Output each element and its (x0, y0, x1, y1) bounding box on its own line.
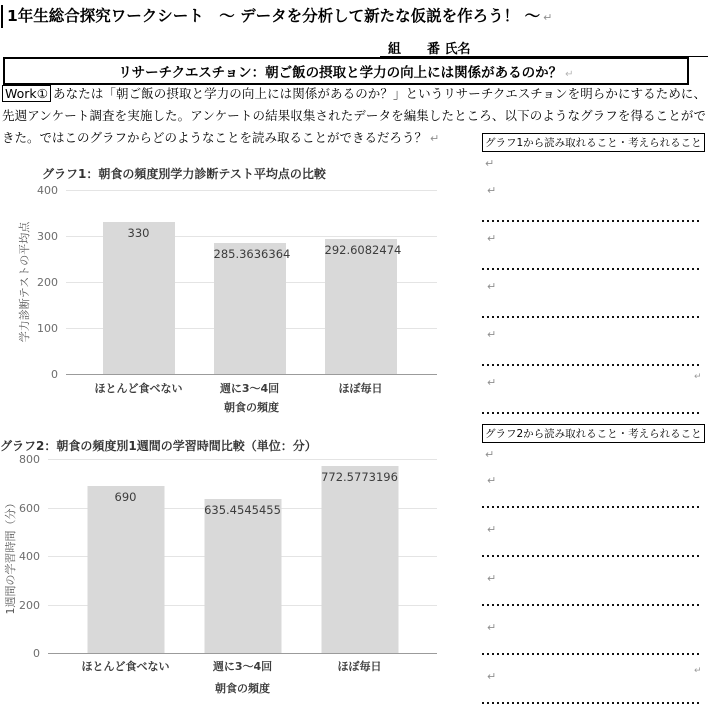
return-mark: ↵ (430, 132, 440, 145)
y-tick-label: 0 (33, 647, 40, 660)
dotted-writing-line (482, 316, 700, 318)
bar-slot (83, 190, 194, 374)
return-mark: ↵ (487, 572, 497, 585)
x-category-label: ほぼ毎日 (337, 660, 382, 673)
research-question-text: リサーチクエスチョン：朝ご飯の摂取と学力の向上には関係があるのか？ (118, 65, 563, 81)
name-entry-line[interactable] (380, 38, 708, 57)
page-title (7, 4, 552, 26)
graph2-y-axis-label: 1週間の学習時間（分） (4, 497, 17, 615)
research-question-box (3, 57, 689, 85)
answer-line[interactable] (482, 274, 702, 322)
y-tick-label: 400 (19, 550, 40, 563)
return-mark: ↵ (485, 157, 495, 170)
bar-slot (305, 190, 416, 374)
bar-slot (67, 459, 184, 653)
answer-line[interactable] (482, 615, 702, 664)
answer-line[interactable] (482, 566, 702, 615)
bar-slot (301, 459, 418, 653)
graph2-chart (0, 437, 480, 697)
answer-line[interactable] (482, 370, 702, 418)
bar-value-label: 635.4545455 (204, 502, 281, 517)
x-category-label: ほぼ毎日 (338, 382, 383, 395)
graph2-title: グラフ2：朝食の頻度別1週間の学習時間比較（単位：分） (0, 439, 317, 453)
return-mark: ↵ (485, 448, 495, 461)
graph1-notes-section (482, 131, 702, 418)
return-mark: ↵ (487, 232, 497, 245)
return-mark: ↵ (694, 372, 702, 382)
bar-value-label: 292.6082474 (324, 243, 402, 258)
y-tick-label: 300 (37, 230, 58, 243)
bar-週に3～4回 (213, 243, 291, 374)
y-tick-label: 800 (19, 453, 40, 466)
bar-週に3～4回 (204, 499, 281, 653)
dotted-writing-line (482, 555, 700, 557)
return-mark: ↵ (487, 621, 497, 634)
dotted-writing-line (482, 364, 700, 366)
graph2-category-labels (67, 658, 418, 674)
y-tick-label: 200 (37, 276, 58, 289)
graph2-notes-header: グラフ2から読み取れること・考えられること (482, 424, 705, 443)
return-mark: ↵ (694, 666, 702, 676)
bar-ほぼ毎日 (321, 466, 398, 653)
return-mark: ↵ (543, 11, 553, 24)
graph1-title: グラフ1：朝食の頻度別学力診断テスト平均点の比較 (42, 167, 326, 181)
bars-layer (83, 190, 416, 374)
graph1-notes-header: グラフ1から読み取れること・考えられること (482, 133, 705, 152)
work-text: あなたは「朝ご飯の摂取と学力の向上には関係があるのか？」というリサーチクエスチョンを明らかにするために、先週アンケート調査を実施した。アンケートの結果収集されたデータを編集したところ、以下のようなグラフを得ることができた。ではこのグラフからどのようなことを読み取ることができるだろう？ (2, 86, 706, 145)
bar-value-label: 330 (127, 226, 150, 241)
dotted-writing-line (482, 702, 700, 704)
x-category-label: ほとんど食べない (94, 382, 183, 395)
bar-slot (184, 459, 301, 653)
y-tick-label: 200 (19, 598, 40, 612)
bar-ほとんど食べない (103, 222, 175, 374)
graph1-category-labels (83, 380, 416, 396)
graph2-notes-lines (482, 468, 702, 713)
y-tick-label: 100 (37, 322, 58, 335)
text-cursor (1, 5, 3, 28)
bar-value-label: 772.5773196 (321, 469, 398, 484)
work-label: Work① (2, 85, 51, 102)
x-category-label: 週に3～4回 (212, 660, 273, 673)
dotted-writing-line (482, 412, 700, 414)
y-tick-label: 400 (37, 184, 58, 197)
dotted-writing-line (482, 268, 700, 270)
answer-line[interactable] (482, 226, 702, 274)
graph1-plot-area (66, 190, 437, 375)
return-mark: ↵ (487, 474, 497, 487)
bar-value-label: 690 (114, 489, 137, 504)
bar-value-label: 285.3636364 (213, 246, 291, 261)
y-tick-label: 600 (19, 501, 40, 515)
graph1-x-axis-label: 朝食の頻度 (224, 401, 279, 414)
graph1-notes-lines (482, 178, 702, 418)
return-mark: ↵ (487, 184, 497, 197)
graph1-chart (0, 165, 480, 421)
dotted-writing-line (482, 220, 700, 222)
graph2-plot-area (48, 459, 437, 654)
return-mark: ↵ (487, 523, 497, 536)
return-mark: ↵ (487, 376, 497, 389)
answer-line[interactable] (482, 664, 702, 713)
answer-line[interactable] (482, 178, 702, 226)
bar-ほとんど食べない (87, 486, 164, 653)
answer-line[interactable] (482, 322, 702, 370)
return-mark: ↵ (487, 328, 497, 341)
return-mark: ↵ (487, 280, 497, 293)
page-title-text: 1年生総合探究ワークシート ～ データを分析して新たな仮説を作ろう！ ～ (7, 7, 541, 25)
x-category-label: 週に3～4回 (219, 382, 280, 395)
dotted-writing-line (482, 604, 700, 606)
graph1-y-axis-label: 学力診断テストの平均点 (18, 221, 31, 343)
graph2-x-axis-label: 朝食の頻度 (215, 682, 270, 695)
graph2-notes-section (482, 422, 702, 713)
bar-slot (194, 190, 305, 374)
answer-line[interactable] (482, 468, 702, 517)
name-line-text: 組 番 氏名 (388, 42, 471, 57)
x-category-label: ほとんど食べない (81, 660, 170, 673)
y-tick-label: 0 (51, 368, 58, 381)
dotted-writing-line (482, 506, 700, 508)
bars-layer (67, 459, 418, 653)
dotted-writing-line (482, 653, 700, 655)
answer-line[interactable] (482, 517, 702, 566)
return-mark: ↵ (487, 670, 497, 683)
return-mark: ↵ (565, 69, 574, 80)
bar-ほぼ毎日 (324, 239, 402, 374)
